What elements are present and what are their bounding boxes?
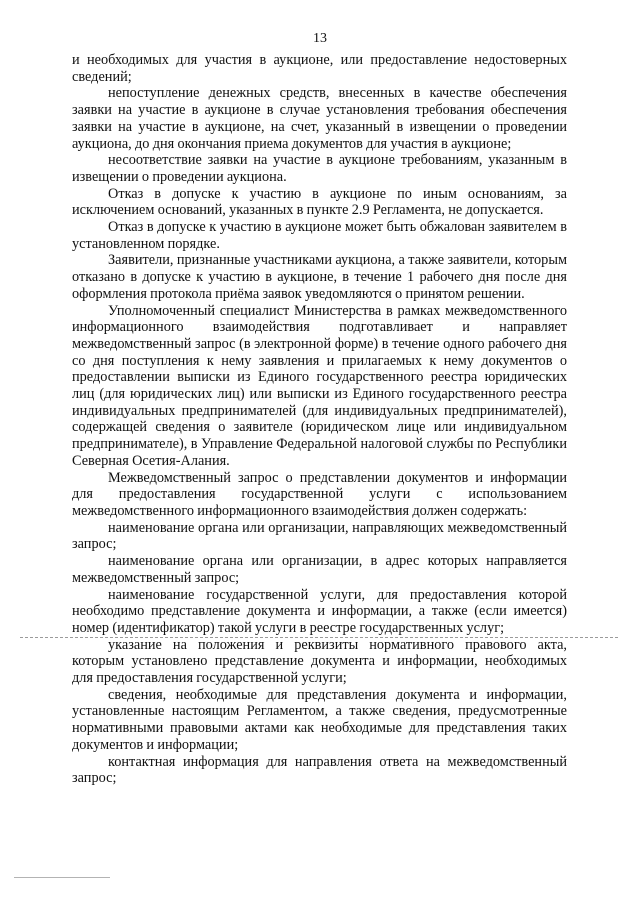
paragraph: указание на положения и реквизиты нормативного правового акта, которым установлено представление документа и информации, необходимых для предоставления государственной услуги; (72, 636, 567, 687)
paragraph: несоответствие заявки на участие в аукционе требованиям, указанным в извещении о проведении аукциона. (72, 152, 567, 185)
paragraph: Заявители, признанные участниками аукциона, а также заявители, которым отказано в допуске к участию в аукционе, в течение 1 рабочего дня после дня оформления протокола приёма заявок уведомляются о принятом решении. (72, 252, 567, 302)
scan-edge-mark (14, 877, 110, 878)
paragraph: контактная информация для направления ответа на межведомственный запрос; (72, 753, 567, 787)
paragraph: Отказ в допуске к участию в аукционе по иным основаниям, за исключением оснований, указанных в пункте 2.9 Регламента, не допускается. (72, 185, 567, 219)
document-body (72, 52, 567, 787)
paragraph: Уполномоченный специалист Министерства в рамках межведомственного информационного взаимодействия подготавливает и направляет межведомственный запрос (в электронной форме) в течение одного рабочего дня со дня поступления к нему заявления и прилагаемых к нему документов о предоставлении выписки из Единого государственного реестра юридических лиц (для юридических лиц) или выписки из Единого государственного реестра индивидуальных предпринимателей (для индивидуальных предпринимателей), содержащей сведения о заявителе (юридическом лице или индивидуальном предпринимателе), в Управление Федеральной налоговой службы по Республики Северная Осетия-Алания. (72, 302, 567, 469)
paragraph: наименование органа или организации, в адрес которых направляется межведомственный запрос; (72, 553, 567, 586)
paragraph: наименование государственной услуги, для предоставления которой необходимо представление документа и информации, а также (если имеется) номер (идентификатор) такой услуги в реестре государственных услуг; (72, 586, 567, 636)
paragraph: и необходимых для участия в аукционе, или предоставление недостоверных сведений; (72, 52, 567, 85)
paragraph: наименование органа или организации, направляющих межведомственный запрос; (72, 519, 567, 553)
paragraph: Межведомственный запрос о представлении документов и информации для предоставления государственной услуги с использованием межведомственного информационного взаимодействия должен содержать: (72, 469, 567, 519)
scan-artifact-line (20, 637, 618, 638)
paragraph: непоступление денежных средств, внесенных в качестве обеспечения заявки на участие в аукционе в случае установления требования обеспечения заявки на участие в аукционе, на счет, указанный в извещении о проведении аукциона, до дня окончания приема документов для участия в аукционе; (72, 85, 567, 152)
page-number: 13 (313, 31, 327, 46)
paragraph: сведения, необходимые для представления документа и информации, установленные настоящим Регламентом, а также сведения, предусмотренные нормативными правовыми актами как необходимые для представления таких документов и информации; (72, 686, 567, 753)
paragraph: Отказ в допуске к участию в аукционе может быть обжалован заявителем в установленном порядке. (72, 219, 567, 252)
